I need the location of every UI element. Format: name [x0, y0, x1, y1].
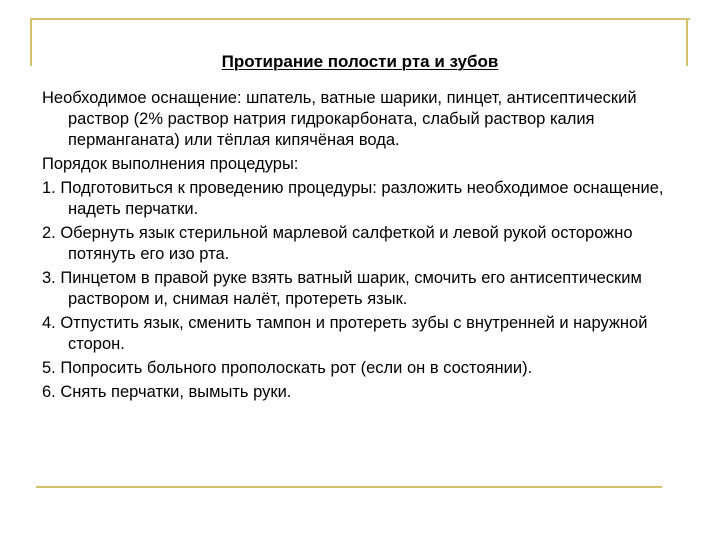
procedure-heading: Порядок выполнения процедуры:	[42, 155, 299, 173]
frame-bottom-line	[36, 486, 662, 488]
slide-title: Протирание полости рта и зубов	[221, 52, 499, 71]
procedure-step-4: 4. Отпустить язык, сменить тампон и протереть зубы с внутренней и наружной сторон.	[42, 314, 648, 353]
procedure-step-6: 6. Снять перчатки, вымыть руки.	[42, 383, 292, 401]
equipment-paragraph: Необходимое оснащение: шпатель, ватные шарики, пинцет, антисептический раствор (2% раствор натрия гидрокарбоната, слабый раствор калия перманганата) или тёплая кипячёная вода.	[42, 89, 637, 149]
procedure-step-1: 1. Подготовиться к проведению процедуры: разложить необходимое оснащение, надеть перчатки.	[42, 179, 664, 218]
procedure-step-2: 2. Обернуть язык стерильной марлевой салфеткой и левой рукой осторожно потянуть его изо рта.	[42, 224, 633, 263]
procedure-step-3: 3. Пинцетом в правой руке взять ватный шарик, смочить его антисептическим раствором и, снимая налёт, протереть язык.	[42, 269, 642, 308]
procedure-step-5: 5. Попросить больного прополоскать рот (если он в состоянии).	[42, 359, 533, 377]
slide-body	[42, 88, 702, 406]
frame-top-line	[30, 18, 690, 20]
